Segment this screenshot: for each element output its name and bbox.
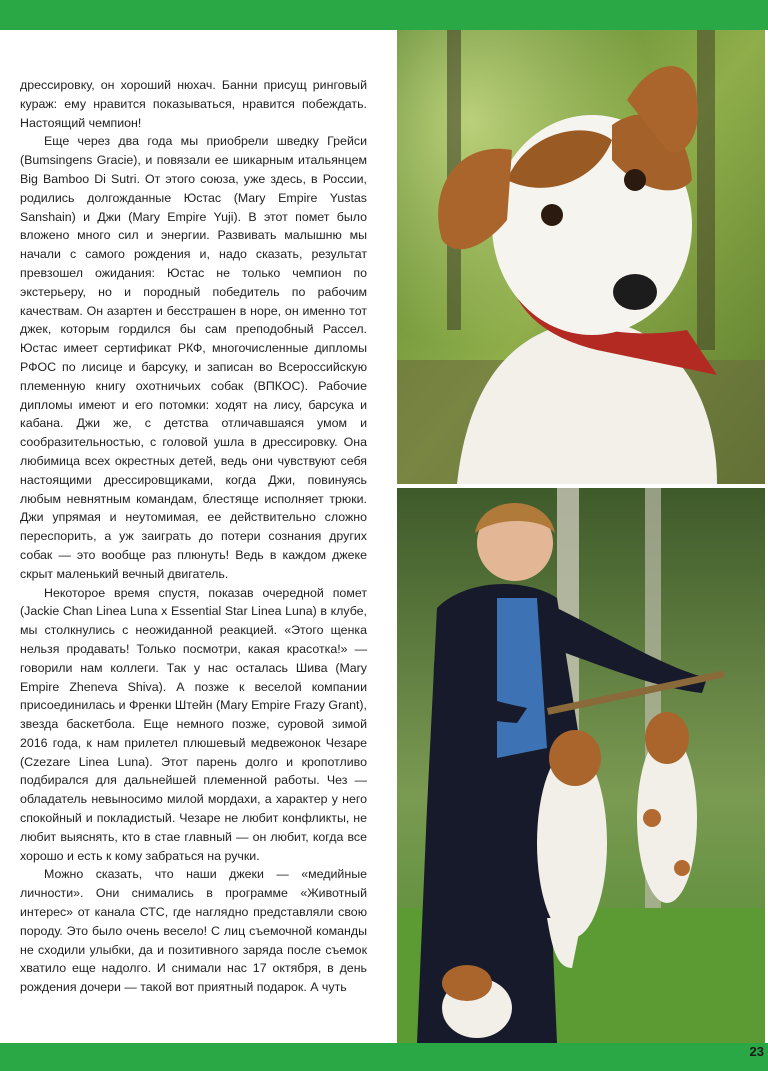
article-paragraph: дрессировку, он хороший нюхач. Банни присущ ринговый кураж: ему нравится показываться, нравится побеждать. Настоящий чемпион!: [20, 78, 367, 130]
article-paragraph: Некоторое время спустя, показав очередной помет (Jackie Chan Linea Luna x Essential Star Linea Luna) в клубе, мы столкнулись с неожиданной реакцией. «Этого щенка нельзя продавать! Только посмотри, какая красотка!» — говорили нам коллеги. Так у нас осталась Шива (Mary Empire Zheneva Shiva). А позже к веселой компании присоединилась и Френки Штейн (Mary Empire Frazy Grant), звезда баскетбола. Еще немного позже, суровой зимой 2016 года, к нам прилетел плюшевый медвежонок Чезаре (Czezare Linea Luna). Этот парень долго и кропотливо подбирался для дальнейшей племенной работы. Чез — обладатель невыносимо милой мордахи, а характер у него спокойный и покладистый. Чезаре не любит конфликты, не любит выяснять, кто в стае главный — он любит, когда все хорошо и есть к кому забраться на ручки.: [20, 585, 367, 863]
top-green-bar: [0, 0, 768, 30]
article-text: [20, 76, 367, 997]
article-paragraph: Можно сказать, что наши джеки — «медийные личности». Они снимались в программе «Животный интерес» от канала СТС, где наглядно представляли свою породу. Это было очень весело! С лиц съемочной команды не сходили улыбки, да и позитивного заряда после съемок хватило еще надолго. И снимали нас 17 октября, в день рождения дочери — такой вот приятный подарок. А чуть: [20, 867, 367, 995]
woman-with-dogs-photo: [397, 488, 765, 1043]
dog-portrait-photo: [397, 30, 765, 484]
bottom-green-bar: [0, 1043, 768, 1071]
article-paragraph: Еще через два года мы приобрели шведку Грейси (Bumsingens Gracie), и повязали ее шикарным итальянцем Big Bamboo Di Sutri. От этого союза, уже здесь, в России, родились долгожданные Юстас (Mary Empire Yustas Sanshain) и Джи (Mary Empire Yuji). В этот помет было вложено много сил и энергии. Развивать малышню мы начали с самого рождения и, надо сказать, результат превзошел ожидания: Юстас не только чемпион по экстерьеру, но и породный победитель по рабочим качествам. Он азартен и бесстрашен в норе, он именно тот джек, которым гордился бы сам преподобный Рассел. Юстас имеет сертификат РКФ, многочисленные дипломы РФОС по лисице и барсуку, и записан во Всероссийскую племенную книгу охотничьих собак (ВПКОС). Рабочие дипломы имеют и его потомки: ходят на лису, барсука и кабана. Джи же, с детства отличавшаяся умом и сообразительностью, с головой ушла в дрессировку. Она любимица всех окрестных детей, ведь они чувствуют себя настоящими дрессировщиками, когда Джи, повинуясь любым невнятным командам, блестяще исполняет трюки. Джи упрямая и неутомимая, ее действительно сложно переспорить, а уж заиграть до потери сознания других собак — это вообще раз плюнуть! Ведь в каждом джеке скрыт маленький вечный двигатель.: [20, 134, 367, 581]
page-number: 23: [749, 1044, 764, 1059]
